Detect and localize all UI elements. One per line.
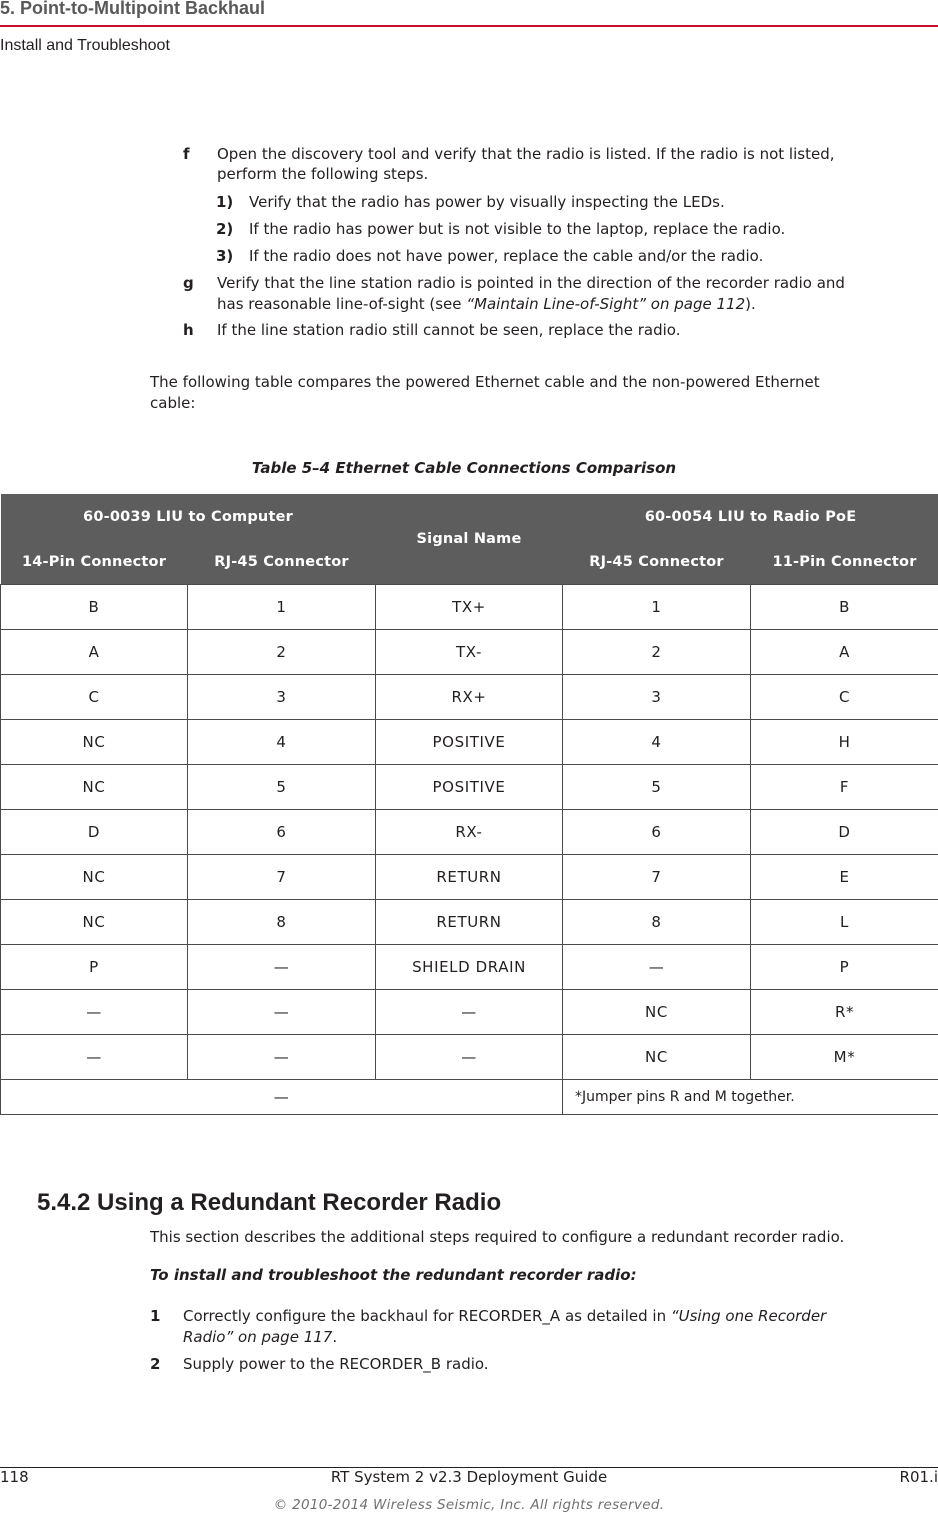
table-cell: 1: [563, 585, 751, 630]
table-cell: F: [751, 765, 938, 810]
section-subtitle: Install and Troubleshoot: [0, 37, 170, 54]
step-text: Open the discovery tool and verify that the radio is listed. If the radio is not listed,: [217, 145, 835, 163]
table-cell: A: [1, 630, 188, 675]
table-cell: A: [751, 630, 938, 675]
table-row: [1, 855, 938, 900]
table-cell: C: [1, 675, 188, 720]
footer-empty-cell: —: [1, 1080, 563, 1115]
table-cell: RETURN: [376, 855, 563, 900]
table-cell: 5: [563, 765, 751, 810]
table-cell: NC: [1, 720, 188, 765]
table-cell: 1: [188, 585, 376, 630]
table-cell: 3: [563, 675, 751, 720]
table-cell: P: [751, 945, 938, 990]
table-cell: 3: [188, 675, 376, 720]
table-row: [1, 720, 938, 765]
table-cell: NC: [563, 1035, 751, 1080]
procedure-step-text: Correctly configure the backhaul for RECORDER_A as detailed in “Using one Recorder: [183, 1307, 827, 1325]
table-cell: D: [1, 810, 188, 855]
table-caption: Table 5–4 Ethernet Cable Connections Comparison: [251, 459, 677, 477]
table-row: [1, 945, 938, 990]
table-cell: 8: [188, 900, 376, 945]
group-header-liu-to-computer: 60-0039 LIU to Computer: [1, 494, 376, 539]
table-cell: 6: [188, 810, 376, 855]
table-row: [1, 630, 938, 675]
intro-line: cable:: [150, 394, 196, 412]
table-cell: RX-: [376, 810, 563, 855]
table-cell: —: [1, 1035, 188, 1080]
table-footer-row: [1, 1080, 938, 1115]
step-f: [183, 144, 923, 186]
substep-label: 1): [216, 193, 234, 211]
revision-label: R01.i: [899, 1468, 938, 1486]
procedure-step-1: [150, 1306, 920, 1348]
cross-reference-link[interactable]: “Using one Recorder: [670, 1307, 827, 1325]
table-cell: M*: [751, 1035, 938, 1080]
table-cell: H: [751, 720, 938, 765]
ethernet-comparison-table: [0, 494, 938, 1115]
step-label: h: [183, 321, 194, 339]
table-cell: NC: [1, 855, 188, 900]
procedure-step-2: [150, 1354, 920, 1374]
table-cell: RX+: [376, 675, 563, 720]
substep-text: If the radio does not have power, replace the cable and/or the radio.: [249, 247, 764, 265]
table-cell: 4: [188, 720, 376, 765]
group-header-liu-to-radio-poe: 60-0054 LIU to Radio PoE: [563, 494, 938, 539]
table-cell: B: [751, 585, 938, 630]
substep-label: 2): [216, 220, 234, 238]
table-cell: 8: [563, 900, 751, 945]
table-cell: B: [1, 585, 188, 630]
table-cell: SHIELD DRAIN: [376, 945, 563, 990]
copyright-notice: © 2010-2014 Wireless Seismic, Inc. All rights reserved.: [273, 1497, 665, 1513]
substep-1: [216, 192, 916, 212]
step-label: g: [183, 274, 194, 292]
table-cell: —: [188, 945, 376, 990]
table-cell: P: [1, 945, 188, 990]
table-cell: 6: [563, 810, 751, 855]
procedure-step-number: 1: [150, 1307, 161, 1325]
table-intro-paragraph: [150, 372, 910, 414]
substep-3: [216, 246, 916, 266]
procedure-step-text: Supply power to the RECORDER_B radio.: [183, 1355, 489, 1373]
page-number: 118: [0, 1468, 29, 1486]
column-header: RJ-45 Connector: [563, 539, 751, 585]
table-cell: 4: [563, 720, 751, 765]
table-body: [1, 585, 938, 1080]
table-cell: TX+: [376, 585, 563, 630]
jumper-note: *Jumper pins R and M together.: [563, 1080, 938, 1115]
table-cell: POSITIVE: [376, 765, 563, 810]
section-heading: 5.4.2 Using a Redundant Recorder Radio: [37, 1189, 502, 1216]
step-label: f: [183, 145, 190, 163]
document-title: RT System 2 v2.3 Deployment Guide: [330, 1468, 608, 1486]
substep-text: If the radio has power but is not visible to the laptop, replace the radio.: [249, 220, 786, 238]
table-cell: 2: [563, 630, 751, 675]
procedure-title: To install and troubleshoot the redundant recorder radio:: [150, 1266, 637, 1284]
cross-reference-link[interactable]: Radio” on page 117: [183, 1328, 333, 1346]
table-cell: —: [188, 1035, 376, 1080]
table-row: [1, 1035, 938, 1080]
table-cell: 2: [188, 630, 376, 675]
table-cell: RETURN: [376, 900, 563, 945]
table-cell: —: [188, 990, 376, 1035]
table-row: [1, 990, 938, 1035]
table-cell: —: [376, 1035, 563, 1080]
table-cell: —: [1, 990, 188, 1035]
intro-line: The following table compares the powered Ethernet cable and the non-powered Ethernet: [150, 373, 820, 391]
substep-2: [216, 219, 916, 239]
step-text: If the line station radio still cannot be seen, replace the radio.: [217, 321, 681, 339]
substep-text: Verify that the radio has power by visually inspecting the LEDs.: [249, 193, 725, 211]
table-cell: NC: [563, 990, 751, 1035]
step-text-continued: has reasonable line-of-sight (see “Maintain Line-of-Sight” on page 112).: [217, 295, 756, 313]
substep-label: 3): [216, 247, 234, 265]
column-header: 11-Pin Connector: [751, 539, 938, 585]
section-description: This section describes the additional steps required to configure a redundant recorder radio.: [150, 1228, 845, 1246]
table-row: [1, 900, 938, 945]
table-cell: R*: [751, 990, 938, 1035]
table-row: [1, 585, 938, 630]
table-cell: POSITIVE: [376, 720, 563, 765]
step-text-continued: perform the following steps.: [217, 165, 429, 183]
step-h: [183, 320, 923, 340]
table-cell: L: [751, 900, 938, 945]
table-cell: D: [751, 810, 938, 855]
table-cell: NC: [1, 900, 188, 945]
table-row: [1, 675, 938, 720]
column-header: RJ-45 Connector: [188, 539, 376, 585]
table-row: [1, 810, 938, 855]
table-cell: C: [751, 675, 938, 720]
signal-name-header: Signal Name: [376, 494, 563, 585]
procedure-step-number: 2: [150, 1355, 161, 1373]
table-cell: E: [751, 855, 938, 900]
table-cell: TX-: [376, 630, 563, 675]
column-header: 14-Pin Connector: [1, 539, 188, 585]
table-cell: 7: [563, 855, 751, 900]
table-row: [1, 765, 938, 810]
chapter-title: 5. Point-to-Multipoint Backhaul: [0, 0, 265, 18]
table-cell: 7: [188, 855, 376, 900]
cross-reference-link[interactable]: “Maintain Line-of-Sight” on page 112: [466, 295, 746, 313]
procedure-step-text-continued: Radio” on page 117.: [183, 1328, 338, 1346]
table-cell: —: [563, 945, 751, 990]
header-divider: [0, 25, 938, 27]
step-text: Verify that the line station radio is pointed in the direction of the recorder radio and: [217, 274, 845, 292]
table-cell: NC: [1, 765, 188, 810]
step-g: [183, 273, 928, 315]
table-cell: 5: [188, 765, 376, 810]
table-cell: —: [376, 990, 563, 1035]
